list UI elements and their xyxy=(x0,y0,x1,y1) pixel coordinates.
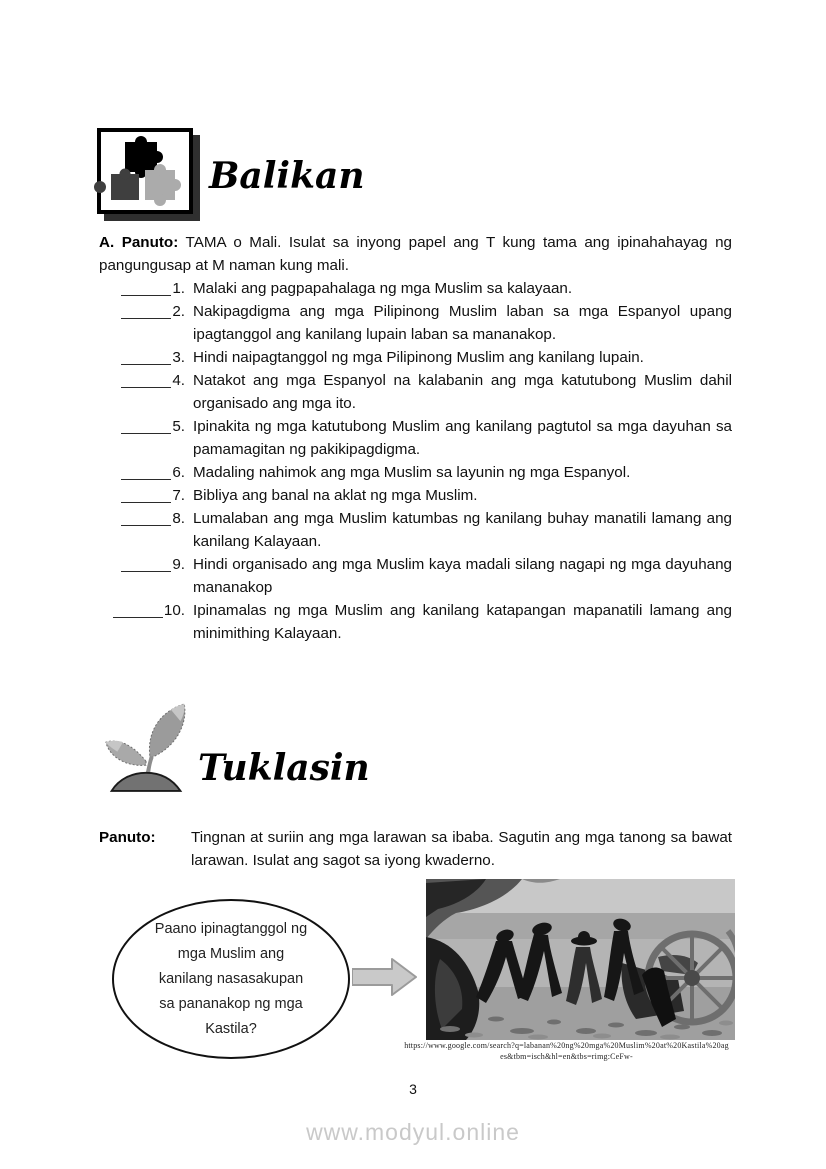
instruction-label: A. Panuto: xyxy=(99,234,179,251)
list-item xyxy=(99,346,732,369)
photo-source-line: es&tbm=isch&hl=en&tbs=rimg:CeFw- xyxy=(500,1051,633,1061)
puzzle-pieces-icon xyxy=(97,128,193,214)
instruction-text: Tingnan at suriin ang mga larawan sa ibaba. Sagutin ang mga tanong sa bawat larawan. Isulat ang sagot sa iyong kwaderno. xyxy=(191,829,732,869)
question-line: sa pananakop ng mga xyxy=(159,995,303,1012)
list-item xyxy=(99,415,732,461)
item-text: Lumalaban ang mga Muslim katumbas ng kanilang buhay manatili lamang ang kanilang Kalayaan. xyxy=(193,510,732,550)
item-text: Nakipagdigma ang mga Pilipinong Muslim laban sa mga Espanyol upang ipagtanggol ang kanilang lupain laban sa mananakop. xyxy=(193,303,732,343)
seedling-icon xyxy=(102,698,190,794)
item-number: 3. xyxy=(172,349,185,366)
tuklasin-section-header xyxy=(102,698,370,794)
answer-blank xyxy=(121,350,171,365)
balikan-section-header xyxy=(97,128,365,214)
item-text: Madaling nahimok ang mga Muslim sa layunin ng mga Espanyol. xyxy=(193,464,631,481)
item-text: Bibliya ang banal na aklat ng mga Muslim. xyxy=(193,487,478,504)
list-item xyxy=(99,553,732,599)
list-item xyxy=(99,369,732,415)
item-text: Hindi naipagtanggol ng mga Pilipinong Muslim ang kanilang lupain. xyxy=(193,349,644,366)
item-number: 4. xyxy=(172,372,185,389)
answer-blank xyxy=(121,557,171,572)
right-block-arrow-icon xyxy=(352,957,418,997)
instruction-text: TAMA o Mali. Isulat sa inyong papel ang T kung tama ang ipinahahayag ng pangungusap at M naman kung mali. xyxy=(99,234,733,274)
question-bubble xyxy=(112,899,350,1059)
item-text: Ipinamalas ng mga Muslim ang kanilang katapangan mapanatili lamang ang minimithing Kalayaan. xyxy=(193,602,732,642)
balikan-body xyxy=(99,231,732,645)
item-number: 2. xyxy=(172,303,185,320)
list-item xyxy=(99,599,732,645)
answer-blank xyxy=(121,419,171,434)
question-line: mga Muslim ang xyxy=(177,945,285,962)
item-number: 7. xyxy=(172,487,185,504)
item-number: 1. xyxy=(172,280,185,297)
list-item xyxy=(99,484,732,507)
item-text: Natakot ang mga Espanyol na kalabanin ang mga katutubong Muslim dahil organisado ang mga ito. xyxy=(193,372,732,412)
balikan-title: Balikan xyxy=(209,155,365,197)
battle-scene-photo xyxy=(426,879,735,1040)
tuklasin-instructions xyxy=(99,826,732,872)
question-line: Kastila? xyxy=(205,1020,257,1037)
answer-blank xyxy=(121,488,171,503)
puzzle-pieces-icon xyxy=(101,132,189,210)
item-number: 10. xyxy=(163,602,185,619)
instruction-label: Panuto: xyxy=(99,829,156,846)
item-number: 8. xyxy=(172,510,185,527)
tuklasin-title: Tuklasin xyxy=(198,747,370,789)
item-text: Malaki ang pagpapahalaga ng mga Muslim sa kalayaan. xyxy=(193,280,573,297)
item-number: 6. xyxy=(172,464,185,481)
list-item xyxy=(99,461,732,484)
list-item xyxy=(99,507,732,553)
list-item xyxy=(99,277,732,300)
balikan-instructions xyxy=(99,231,732,277)
answer-blank xyxy=(121,511,171,526)
photo-source-caption xyxy=(398,1041,735,1062)
photo-source-line: https://www.google.com/search?q=labanan%20ng%20mga%20Muslim%20at%20Kastila%20ag xyxy=(404,1041,729,1050)
page-number: 3 xyxy=(409,1081,417,1097)
answer-blank xyxy=(113,603,163,618)
answer-blank xyxy=(121,281,171,296)
watermark: www.modyul.online xyxy=(306,1119,520,1145)
item-text: Ipinakita ng mga katutubong Muslim ang kanilang pagtutol sa mga dayuhan sa pamamagitan ng pakikipagdigma. xyxy=(193,418,732,458)
list-item xyxy=(99,300,732,346)
item-number: 9. xyxy=(172,556,185,573)
answer-blank xyxy=(121,465,171,480)
question-line: kanilang nasasakupan xyxy=(158,970,304,987)
question-line: Paano ipinagtanggol ng xyxy=(154,920,308,937)
item-number: 5. xyxy=(172,418,185,435)
answer-blank xyxy=(121,373,171,388)
answer-blank xyxy=(121,304,171,319)
item-text: Hindi organisado ang mga Muslim kaya madali silang nagapi ng mga dayuhang mananakop xyxy=(193,556,732,596)
